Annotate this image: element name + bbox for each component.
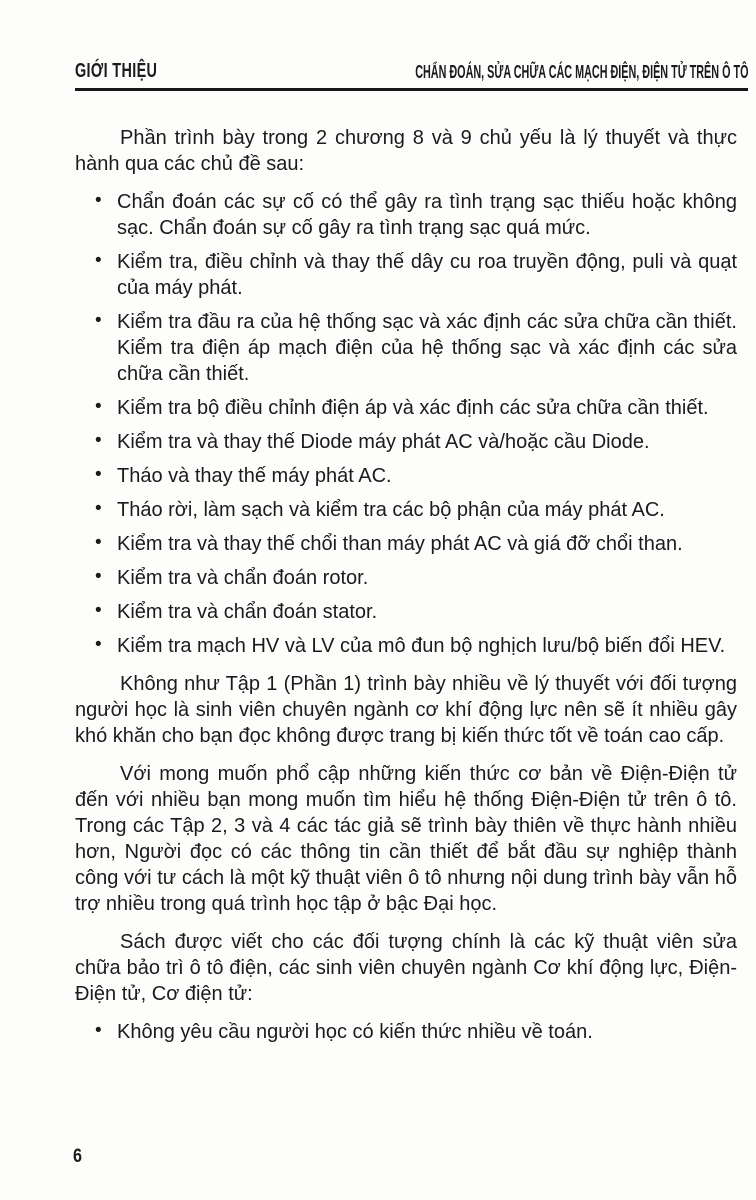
list-item xyxy=(75,1019,737,1045)
list-item xyxy=(75,531,737,557)
list-item-text: Kiểm tra mạch HV và LV của mô đun bộ nghịch lưu/bộ biến đổi HEV. xyxy=(117,635,726,657)
list-item xyxy=(75,463,737,489)
list-item xyxy=(75,497,737,523)
body-paragraph: Sách được viết cho các đối tượng chính là các kỹ thuật viên sửa chữa bảo trì ô tô điện, các sinh viên chuyên ngành Cơ khí động lực, Điện-Điện tử, Cơ điện tử: xyxy=(75,931,737,1005)
list-item xyxy=(75,565,737,591)
bullet-icon: • xyxy=(95,566,102,587)
list-item xyxy=(75,429,737,455)
bullet-icon: • xyxy=(95,532,102,553)
list-item-text: Kiểm tra và chẩn đoán stator. xyxy=(117,601,378,623)
body-paragraph: Không như Tập 1 (Phần 1) trình bày nhiều về lý thuyết với đối tượng người học là sinh viên chuyên ngành cơ khí động lực nên sẽ ít nhiều gây khó khăn cho bạn đọc không được trang bị kiến thức tốt về toán cao cấp. xyxy=(75,673,737,747)
bullet-icon: • xyxy=(95,310,102,331)
list-item-text: Tháo rời, làm sạch và kiểm tra các bộ phận của máy phát AC. xyxy=(117,499,665,521)
bullet-icon: • xyxy=(95,464,102,485)
list-item-text: Kiểm tra bộ điều chỉnh điện áp và xác định các sửa chữa cần thiết. xyxy=(117,397,709,419)
page-content xyxy=(75,125,737,1045)
list-item xyxy=(75,633,737,659)
list-item xyxy=(75,599,737,625)
list-item-text: Kiểm tra và chẩn đoán rotor. xyxy=(117,567,369,589)
header-section-title: GIỚI THIỆU xyxy=(75,60,158,82)
bullet-icon: • xyxy=(95,190,102,211)
page-number: 6 xyxy=(73,1146,82,1167)
bullet-icon: • xyxy=(95,430,102,451)
topics-list xyxy=(75,189,737,659)
body-paragraph: Với mong muốn phổ cập những kiến thức cơ bản về Điện-Điện tử đến với nhiều bạn mong muốn tìm hiểu hệ thống Điện-Điện tử trên ô tô. Trong các Tập 2, 3 và 4 các tác giả sẽ trình bày thiên về thực hành nhiều hơn, Người đọc có các thông tin cần thiết để bắt đầu sự nghiệp thành công với tư cách là một kỹ thuật viên ô tô nhưng nội dung trình bày vẫn hỗ trợ nhiều trong quá trình học tập ở bậc Đại học. xyxy=(75,763,737,915)
list-item-text: Không yêu cầu người học có kiến thức nhiều về toán. xyxy=(117,1021,593,1043)
bullet-icon: • xyxy=(95,1020,102,1041)
header-book-title: CHẨN ĐOÁN, SỬA CHỮA CÁC MẠCH ĐIỆN, ĐIỆN TỬ TRÊN Ô TÔ xyxy=(414,62,748,82)
running-header xyxy=(75,60,748,91)
bullet-icon: • xyxy=(95,634,102,655)
list-item-text: Kiểm tra và thay thế Diode máy phát AC và/hoặc cầu Diode. xyxy=(117,431,650,453)
bullet-icon: • xyxy=(95,250,102,271)
list-item-text: Chẩn đoán các sự cố có thể gây ra tình trạng sạc thiếu hoặc không sạc. Chẩn đoán sự cố gây ra tình trạng sạc quá mức. xyxy=(117,191,737,239)
list-item xyxy=(75,189,737,241)
bullet-icon: • xyxy=(95,498,102,519)
list-item-text: Kiểm tra, điều chỉnh và thay thế dây cu roa truyền động, puli và quạt của máy phát. xyxy=(117,251,737,299)
list-item xyxy=(75,309,737,387)
list-item xyxy=(75,395,737,421)
bullet-icon: • xyxy=(95,396,102,417)
list-item-text: Tháo và thay thế máy phát AC. xyxy=(117,465,392,487)
intro-paragraph: Phần trình bày trong 2 chương 8 và 9 chủ yếu là lý thuyết và thực hành qua các chủ đề sau: xyxy=(75,127,737,175)
list-item-text: Kiểm tra và thay thế chổi than máy phát AC và giá đỡ chổi than. xyxy=(117,533,683,555)
list-item xyxy=(75,249,737,301)
list-item-text: Kiểm tra đầu ra của hệ thống sạc và xác định các sửa chữa cần thiết. Kiểm tra điện áp mạch điện của hệ thống sạc và xác định các sửa chữa cần thiết. xyxy=(117,311,737,385)
bullet-icon: • xyxy=(95,600,102,621)
audience-list xyxy=(75,1019,737,1045)
